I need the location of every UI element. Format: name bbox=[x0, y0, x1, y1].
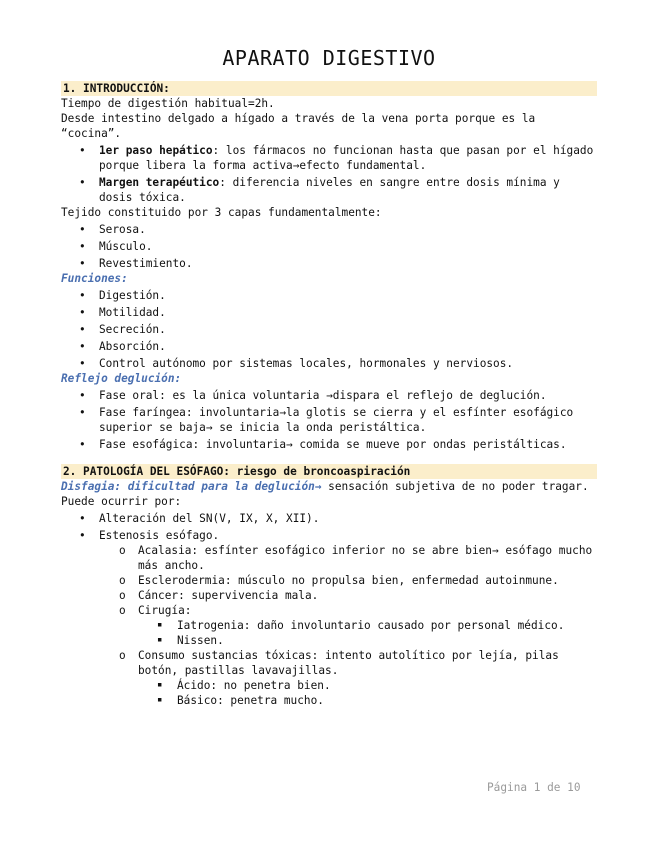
nested-list bbox=[99, 543, 597, 708]
list-item-text: : los fármacos no funcionan hasta que pasan por el hígado porque libera la forma activa→efecto fundamental. bbox=[99, 144, 594, 172]
section-heading-introduccion: 1. INTRODUCCIÓN: bbox=[61, 81, 597, 96]
reflejo-list bbox=[61, 388, 597, 452]
list-item: • Fase esofágica: involuntaria→ comida se mueve por ondas peristálticas. bbox=[61, 437, 597, 452]
list-item: • Absorción. bbox=[61, 339, 597, 354]
list-item: o Cáncer: supervivencia mala. bbox=[61, 588, 597, 603]
list-item-text: Estenosis esófago. bbox=[99, 529, 220, 542]
paragraph bbox=[61, 479, 597, 494]
list-item bbox=[61, 175, 597, 205]
list-item-text: Cirugía: bbox=[138, 604, 192, 617]
list-item: • Músculo. bbox=[61, 239, 597, 254]
list-item bbox=[61, 603, 597, 648]
page-title: APARATO DIGESTIVO bbox=[222, 46, 436, 70]
paragraph: Desde intestino delgado a hígado a través de la vena porta porque es la “cocina”. bbox=[61, 112, 536, 140]
bold-term: 1er paso hepático bbox=[99, 144, 213, 157]
subheading-reflejo: Reflejo deglución: bbox=[61, 372, 182, 385]
page-number: Página 1 de 10 bbox=[487, 781, 581, 794]
capas-list bbox=[61, 222, 597, 271]
list-item: • Digestión. bbox=[61, 288, 597, 303]
list-item: ▪ Ácido: no penetra bien. bbox=[61, 678, 597, 693]
subheading-funciones: Funciones: bbox=[61, 272, 128, 285]
list-item: • Secreción. bbox=[61, 322, 597, 337]
list-item: • Serosa. bbox=[61, 222, 597, 237]
list-item: • Fase oral: es la única voluntaria →dispara el reflejo de deglución. bbox=[61, 388, 597, 403]
list-item: ▪ Iatrogenia: daño involuntario causado por personal médico. bbox=[61, 618, 597, 633]
section-heading-patologia: 2. PATOLOGÍA DEL ESÓFAGO: riesgo de broncoaspiración bbox=[61, 464, 597, 479]
list-item bbox=[61, 143, 597, 173]
bullet-list bbox=[61, 143, 597, 205]
bold-term: Margen terapéutico bbox=[99, 176, 220, 189]
list-item: ▪ Nissen. bbox=[61, 633, 597, 648]
list-item bbox=[61, 528, 597, 708]
paragraph: Puede ocurrir por: bbox=[61, 495, 182, 508]
list-item: • Alteración del SN(V, IX, X, XII). bbox=[61, 511, 597, 526]
paragraph: Tejido constituido por 3 capas fundamentalmente: bbox=[61, 206, 382, 219]
list-item: o Acalasia: esfínter esofágico inferior no se abre bien→ esófago mucho más ancho. bbox=[61, 543, 597, 573]
list-item: ▪ Básico: penetra mucho. bbox=[61, 693, 597, 708]
causas-list bbox=[61, 511, 597, 708]
nested-list bbox=[138, 678, 597, 708]
list-item-text: Consumo sustancias tóxicas: intento autolítico por lejía, pilas botón, pastillas lavavajillas. bbox=[138, 649, 559, 677]
list-item bbox=[61, 648, 597, 708]
list-item: • Control autónomo por sistemas locales, hormonales y nerviosos. bbox=[61, 356, 597, 371]
paragraph-text: sensación subjetiva de no poder tragar. bbox=[321, 480, 589, 493]
list-item: • Revestimiento. bbox=[61, 256, 597, 271]
document-page bbox=[61, 44, 597, 708]
list-item: o Esclerodermia: músculo no propulsa bien, enfermedad autoinmune. bbox=[61, 573, 597, 588]
list-item: • Motilidad. bbox=[61, 305, 597, 320]
paragraph: Tiempo de digestión habitual=2h. bbox=[61, 97, 275, 110]
list-item: • Fase faríngea: involuntaria→la glotis se cierra y el esfínter esofágico superior se baja→ se inicia la onda peristáltica. bbox=[61, 405, 597, 435]
subheading-disfagia: Disfagia: dificultad para la deglución→ bbox=[61, 480, 322, 493]
funciones-list bbox=[61, 288, 597, 371]
nested-list bbox=[138, 618, 597, 648]
list-item-text: : diferencia niveles en sangre entre dosis mínima y dosis tóxica. bbox=[99, 176, 560, 204]
